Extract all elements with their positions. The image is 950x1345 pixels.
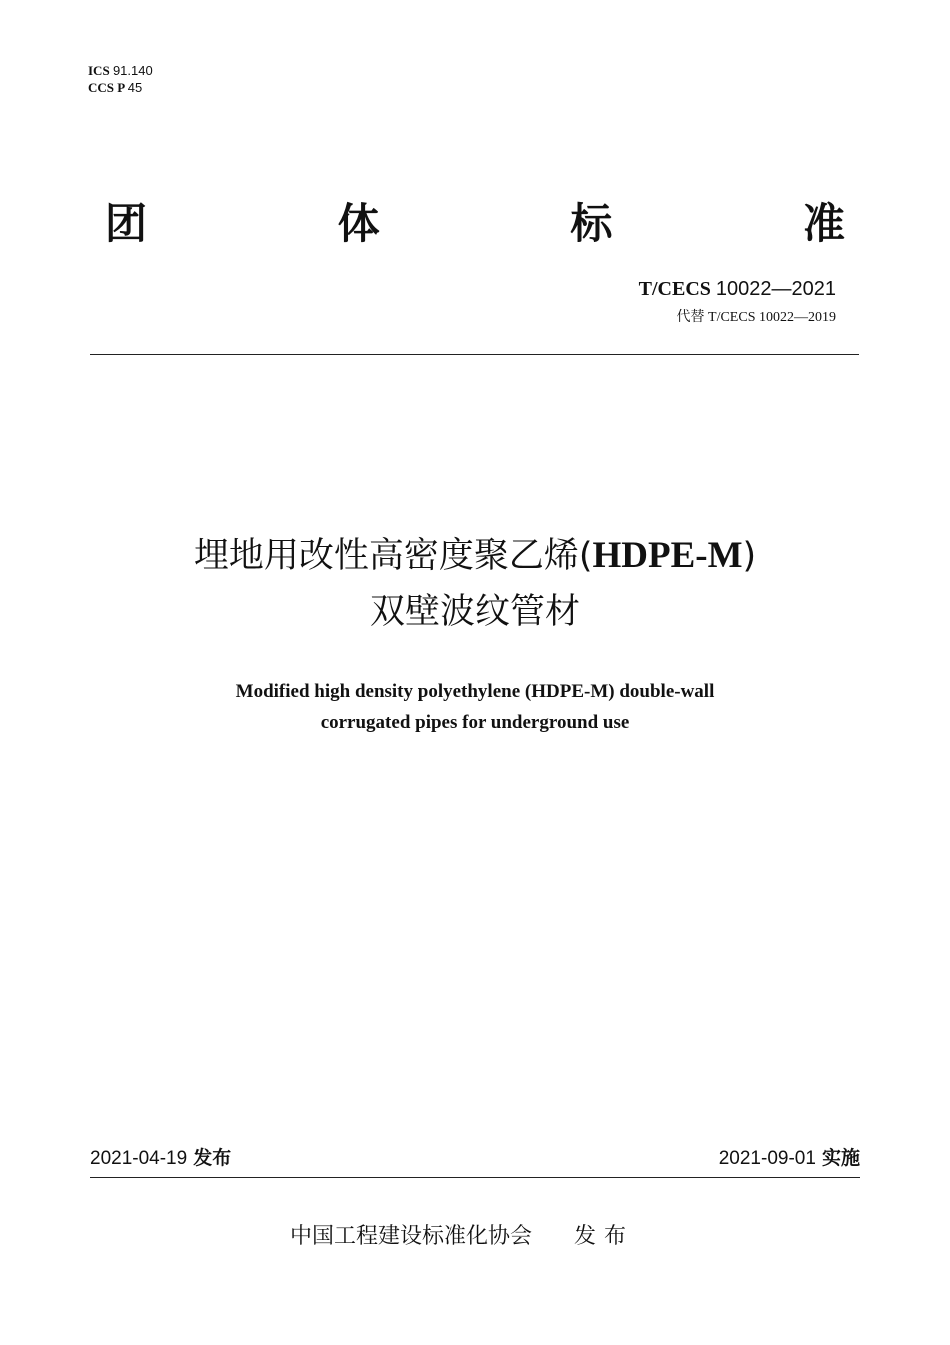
- publisher-name: 中国工程建设标准化协会: [290, 1224, 533, 1249]
- chinese-title: [0, 528, 950, 640]
- doc-type-char-4: 准: [802, 199, 845, 248]
- ccs-prefix: CCS P: [88, 80, 125, 95]
- document-type-heading: [105, 196, 845, 252]
- chinese-title-line-1-close: ): [742, 536, 757, 576]
- doc-type-char-1: 团: [105, 199, 148, 248]
- english-title: [0, 676, 950, 738]
- top-divider: [90, 354, 859, 355]
- ics-line: [88, 62, 153, 79]
- standard-number: [639, 276, 836, 302]
- effective-date: 2021-09-01: [718, 1148, 816, 1169]
- english-title-line-2: corrugated pipes for underground use: [320, 712, 630, 733]
- english-title-line-1: Modified high density polyethylene (HDPE-M) double-wall: [235, 681, 715, 702]
- ccs-line: [88, 79, 153, 96]
- publisher-line: [290, 1221, 634, 1253]
- replaces-value: T/CECS 10022—2019: [708, 310, 836, 325]
- chinese-title-line-1-abbr: HDPE-M: [592, 535, 743, 576]
- publisher-verb: 发布: [574, 1224, 635, 1249]
- chinese-title-line-1: [0, 528, 950, 584]
- ics-prefix: ICS: [88, 63, 110, 78]
- doc-type-char-2: 体: [337, 199, 380, 248]
- ics-code: 91.140: [112, 63, 153, 78]
- doc-type-char-3: 标: [570, 199, 613, 248]
- bottom-divider: [90, 1177, 860, 1178]
- standard-code: T/CECS: [638, 278, 711, 300]
- standard-number-year: 10022—2021: [715, 278, 836, 300]
- issue-date-block: [90, 1144, 231, 1173]
- dates-row: [90, 1144, 860, 1173]
- replaces-label: 代替: [676, 310, 705, 325]
- replaces-line: [677, 308, 836, 328]
- issue-date: 2021-04-19: [90, 1148, 188, 1169]
- chinese-title-line-2: 双壁波纹管材: [369, 592, 580, 632]
- effective-date-block: [719, 1144, 860, 1173]
- issue-label: 发布: [193, 1147, 232, 1169]
- classification-codes: [88, 62, 153, 96]
- ccs-code: 45: [127, 80, 143, 95]
- chinese-title-line-1-cn: 埋地用改性高密度聚乙烯(: [193, 536, 593, 576]
- effective-label: 实施: [821, 1147, 860, 1169]
